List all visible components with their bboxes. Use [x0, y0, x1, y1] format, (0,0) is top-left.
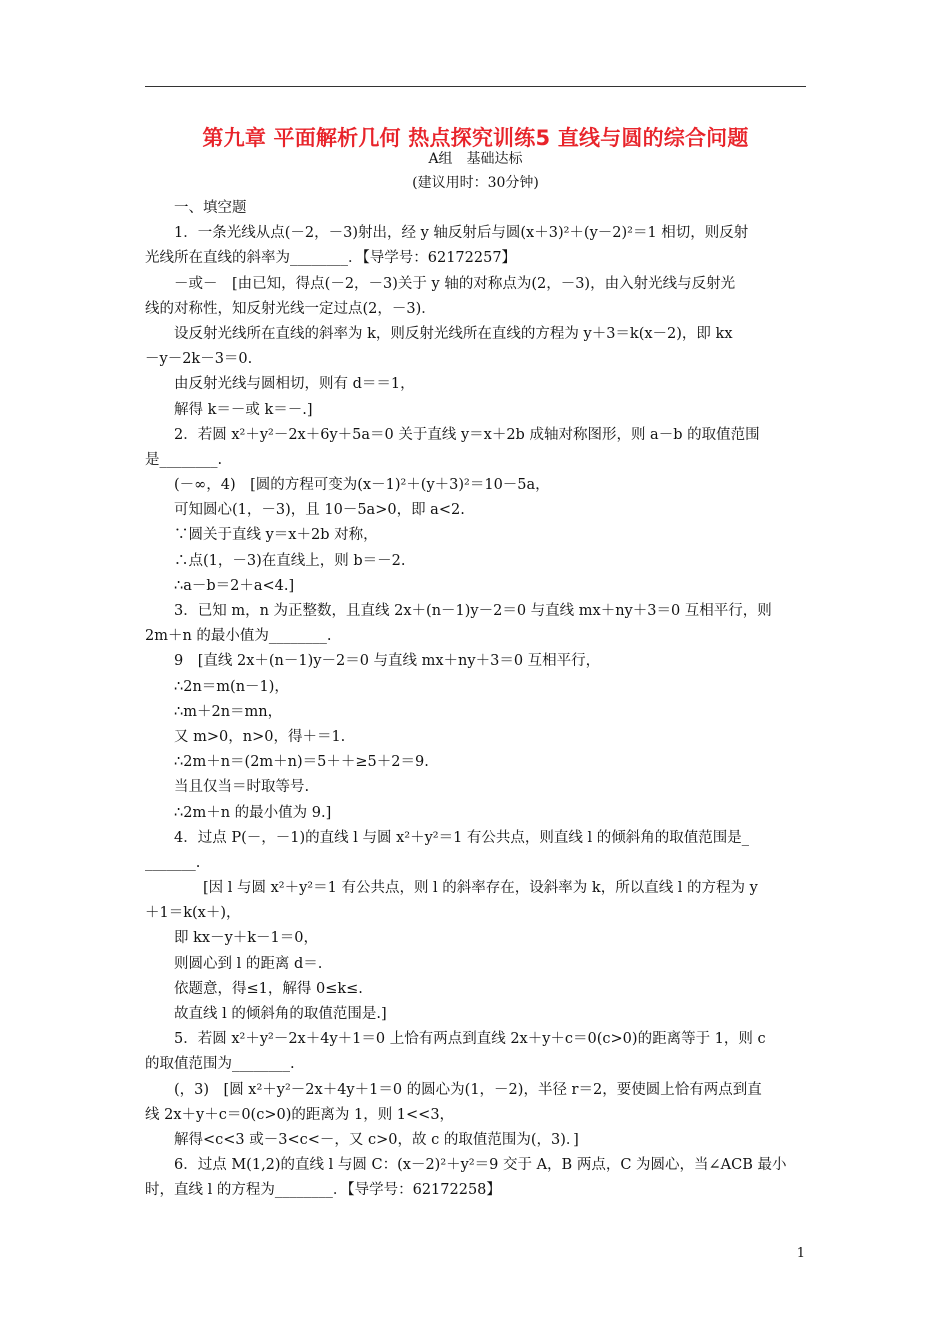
body-line: 6．过点 M(1,2)的直线 l 与圆 C：(x－2)²＋y²＝9 交于 A，B 两点，C 为圆心，当∠ACB 最小	[174, 1157, 787, 1174]
body-line: _______.	[145, 854, 201, 871]
header-rule	[145, 86, 806, 87]
time-hint: (建议用时：30分钟)	[412, 175, 539, 191]
body-line: 线的对称性，知反射光线一定过点(2，－3)．	[145, 300, 436, 317]
body-line: (，3) [圆 x²＋y²－2x＋4y＋1＝0 的圆心为(1，－2)，半径 r＝2，要使圆上恰有两点到直	[174, 1081, 762, 1098]
body-line: 2．若圆 x²＋y²－2x＋6y＋5a＝0 关于直线 y＝x＋2b 成轴对称图形，则 a－b 的取值范围	[174, 426, 760, 443]
body-line: 解得<c<3 或－3<c<－，又 c>0，故 c 的取值范围为(，3)．]	[174, 1131, 579, 1148]
body-line: 4．过点 P(－，－1)的直线 l 与圆 x²＋y²＝1 有公共点，则直线 l 的倾斜角的取值范围是_	[174, 829, 750, 846]
body-line: 的取值范围为________.	[145, 1056, 295, 1073]
body-line: ∴a－b＝2＋a<4.]	[174, 577, 295, 594]
body-line: 一、填空题	[174, 200, 247, 216]
body-line: 5．若圆 x²＋y²－2x＋4y＋1＝0 上恰有两点到直线 2x＋y＋c＝0(c>0)的距离等于 1，则 c	[174, 1031, 766, 1048]
body-line: 9 [直线 2x＋(n－1)y－2＝0 与直线 mx＋ny＋3＝0 互相平行，	[174, 653, 601, 670]
body-line: 则圆心到 l 的距离 d＝.	[174, 955, 323, 972]
body-line: －或－ [由已知，得点(－2，－3)关于 y 轴的对称点为(2，－3)，由入射光线与反射光	[174, 275, 736, 292]
body-line: －y－2k－3＝0.	[145, 351, 253, 368]
body-line: 是________.	[145, 451, 223, 468]
body-line: (－∞，4) [圆的方程可变为(x－1)²＋(y＋3)²＝10－5a，	[174, 477, 550, 494]
body-line: ＋1＝k(x＋)，	[145, 905, 241, 922]
body-line: ∴m＋2n＝mn，	[174, 703, 283, 720]
body-line: ∴2m＋n 的最小值为 9.]	[174, 804, 332, 821]
body-line: 即 kx－y＋k－1＝0，	[174, 930, 319, 947]
body-line: 故直线 l 的倾斜角的取值范围是.]	[174, 1006, 387, 1022]
body-line: 1．一条光线从点(－2，－3)射出，经 y 轴反射后与圆(x＋3)²＋(y－2)²＝1 相切，则反射	[174, 225, 749, 242]
body-line: 又 m>0，n>0，得＋＝1.	[174, 728, 346, 745]
body-line: ∴2n＝m(n－1)，	[174, 678, 289, 695]
body-line: 由反射光线与圆相切，则有 d＝＝1，	[174, 376, 415, 393]
body-line: 线 2x＋y＋c＝0(c>0)的距离为 1，则 1<<3，	[145, 1106, 455, 1123]
body-line: ∴2m＋n＝(2m＋n)＝5＋＋≥5＋2＝9.	[174, 754, 429, 771]
page-number: 1	[796, 1246, 805, 1261]
body-line: 光线所在直线的斜率为________．【导学号：62172257】	[145, 250, 517, 267]
body-line: 2m＋n 的最小值为________.	[145, 628, 332, 645]
body-line: 解得 k＝－或 k＝－.]	[174, 401, 313, 418]
document-body	[145, 196, 806, 1204]
body-line: 依题意，得≤1，解得 0≤k≤.	[174, 980, 363, 997]
group-label: A组 基础达标	[428, 151, 523, 167]
body-line: [因 l 与圆 x²＋y²＝1 有公共点，则 l 的斜率存在，设斜率为 k，所以直线 l 的方程为 y	[203, 880, 758, 897]
body-line: ∴点(1，－3)在直线上，则 b＝－2.	[174, 552, 406, 569]
body-line: 当且仅当＝时取等号.	[174, 779, 310, 796]
body-line: 3．已知 m，n 为正整数，且直线 2x＋(n－1)y－2＝0 与直线 mx＋ny＋3＝0 互相平行，则	[174, 603, 772, 619]
body-line: ∵圆关于直线 y＝x＋2b 对称，	[174, 527, 378, 544]
page-title: 第九章 平面解析几何 热点探究训练5 直线与圆的综合问题	[202, 126, 749, 150]
body-line: 时，直线 l 的方程为________．【导学号：62172258】	[145, 1182, 501, 1199]
body-line: 设反射光线所在直线的斜率为 k，则反射光线所在直线的方程为 y＋3＝k(x－2)，即 kx	[174, 325, 733, 342]
body-line: 可知圆心(1，－3)，且 10－5a>0，即 a<2.	[174, 502, 465, 519]
